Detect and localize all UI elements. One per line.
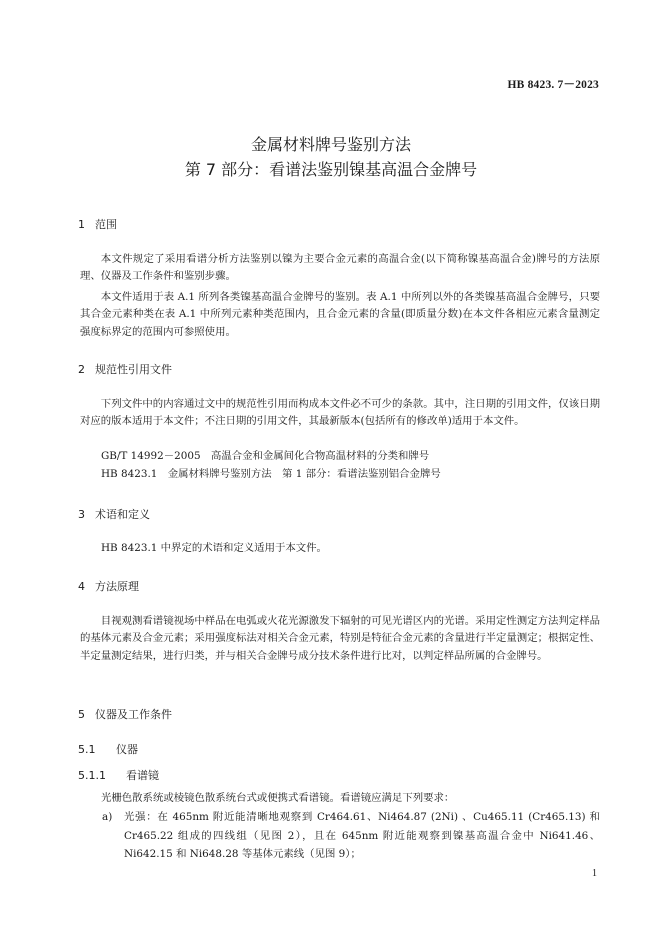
paragraph: 本文件规定了采用看谱分析方法鉴别以镍为主要合金元素的高温合金(以下简称镍基高温合金)牌号的方法原理、仪器及工作条件和鉴别步骤。 (80, 253, 600, 283)
document-number: HB 8423. 7－2023 (507, 79, 599, 91)
section-heading-4 (78, 578, 139, 594)
section-heading-5 (78, 706, 172, 722)
section-number: 3 (78, 508, 85, 521)
section-number: 5.1 (78, 743, 96, 756)
section-number: 5 (78, 708, 85, 721)
paragraph: HB 8423.1 中界定的术语和定义适用于本文件。 (101, 542, 327, 554)
section-heading-3 (78, 506, 150, 522)
section-title: 术语和定义 (95, 508, 150, 521)
normative-reference: GB/T 14992－2005 高温合金和金属间化合物高温材料的分类和牌号 (101, 450, 430, 462)
section-number: 5.1.1 (78, 769, 106, 782)
list-item-text: 光强：在 465nm 附近能清晰地观察到 Cr464.61、Ni464.87 (2Ni) 、Cu465.11 (Cr465.13) 和 Cr465.22 组成的四线组（见图 2），且在 645nm 附近能观察到镍基高温合金中 Ni641.46、Ni642.15 和 Ni648.28 等基体元素线（见图 9）； (124, 811, 600, 860)
paragraph: 本文件适用于表 A.1 所列各类镍基高温合金牌号的鉴别。表 A.1 中所列以外的各类镍基高温合金牌号，只要其合金元素种类在表 A.1 中所列元素种类范围内，且合金元素的含量(即质量分数)在本文件各相应元素含量测定强度标界定的范围内可参照使用。 (80, 291, 600, 338)
paragraph: 目视观测看谱镜视场中样品在电弧或火花光源激发下辐射的可见光谱区内的光谱。采用定性测定方法判定样品的基体元素及合金元素；采用强度标法对相关合金元素，特别是特征合金元素的含量进行半定量测定；根据定性、半定量测定结果，进行归类，并与相关合金牌号成分技术条件进行比对，以判定样品所属的合金牌号。 (80, 615, 600, 662)
section-number: 2 (78, 363, 85, 376)
list-item (102, 808, 600, 864)
document-title: 金属材料牌号鉴别方法 (250, 135, 411, 154)
section-title: 范围 (95, 218, 117, 231)
subsection-heading-5-1-1 (78, 767, 159, 783)
section-heading-1 (78, 216, 117, 232)
section-title: 仪器及工作条件 (95, 708, 172, 721)
section-title: 仪器 (116, 743, 138, 756)
section-title: 规范性引用文件 (95, 363, 172, 376)
section-number: 4 (78, 580, 85, 593)
subsection-heading-5-1 (78, 741, 138, 757)
section-number: 1 (78, 218, 85, 231)
page-number: 1 (592, 868, 597, 879)
normative-reference: HB 8423.1 金属材料牌号鉴别方法 第 1 部分：看谱法鉴别铝合金牌号 (101, 468, 441, 480)
list-marker: a) (102, 811, 113, 823)
section-title: 看谱镜 (126, 769, 159, 782)
section-title: 方法原理 (95, 580, 139, 593)
document-subtitle: 第 7 部分：看谱法鉴别镍基高温合金牌号 (184, 160, 478, 179)
paragraph: 下列文件中的内容通过文中的规范性引用而构成本文件必不可少的条款。其中，注日期的引用文件，仅该日期对应的版本适用于本文件；不注日期的引用文件，其最新版本(包括所有的修改单)适用于本文件。 (80, 398, 600, 428)
paragraph: 光栅色散系统或棱镜色散系统台式或便携式看谱镜。看谱镜应满足下列要求： (101, 792, 455, 804)
section-heading-2 (78, 361, 172, 377)
